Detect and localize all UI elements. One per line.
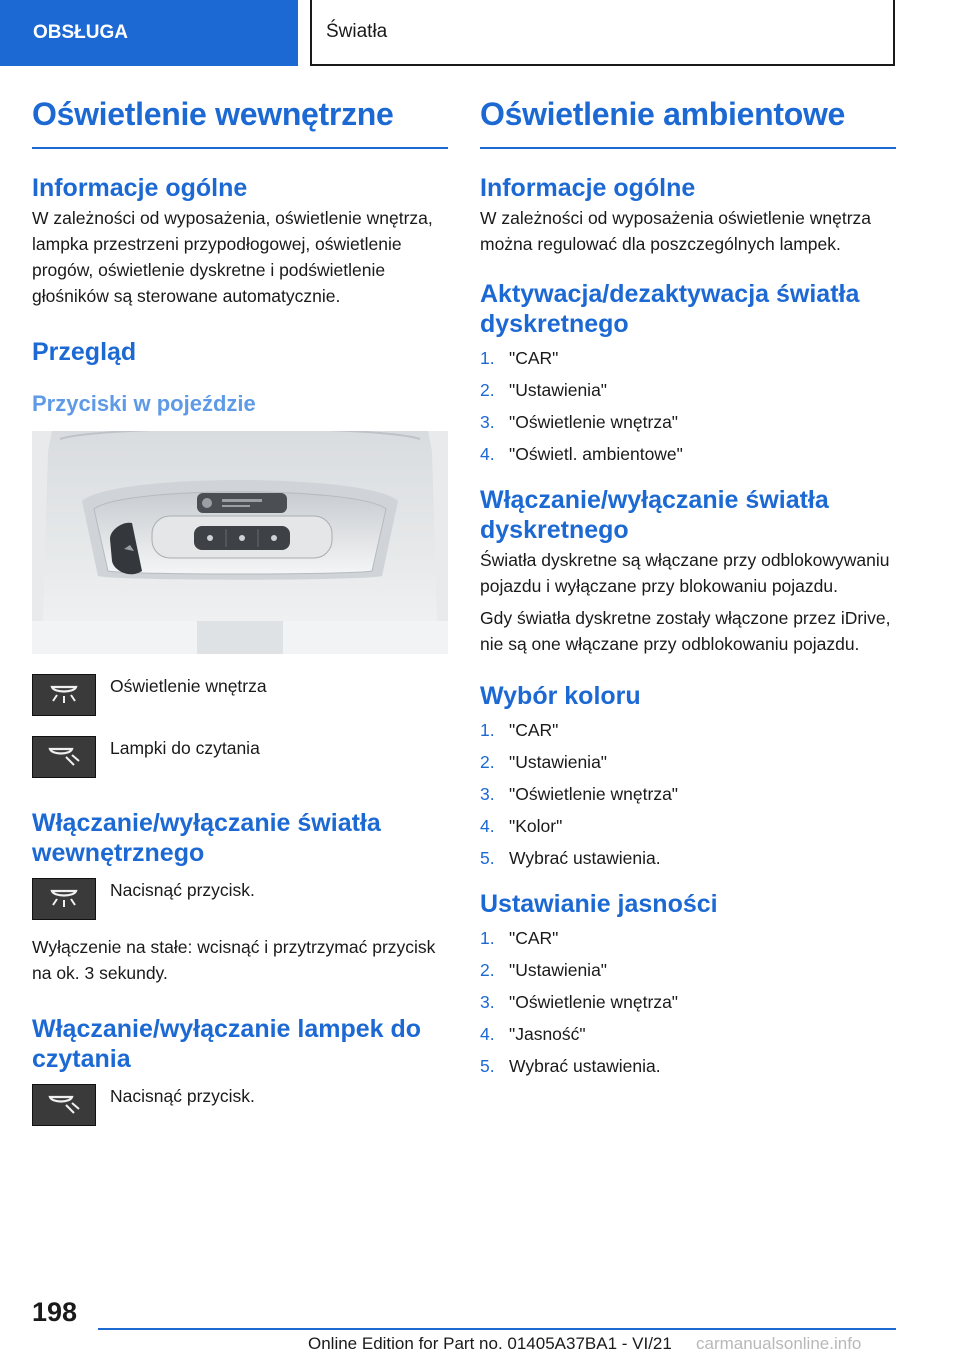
activation-steps bbox=[480, 345, 896, 467]
left-column bbox=[32, 96, 448, 1126]
list-item: 4. "Jasność" bbox=[480, 1024, 586, 1044]
heading-ambient-onoff: Włączanie/wyłączanie światła dyskretnego bbox=[480, 486, 829, 544]
heading-buttons-in-vehicle: Przyciski w pojeździe bbox=[32, 391, 256, 416]
page-number: 198 bbox=[32, 1297, 78, 1327]
button-item-interior-light bbox=[32, 674, 448, 716]
heading-color-selection: Wybór koloru bbox=[480, 682, 641, 710]
reading-light-icon bbox=[32, 1084, 96, 1126]
list-item: 1. "CAR" bbox=[480, 348, 559, 368]
list-item: 2. "Ustawienia" bbox=[480, 960, 608, 980]
ambient-idrive-text: Gdy światła dyskretne zostały włączone przez iDrive, nie są one włączane przy odblokowaniu pojazdu. bbox=[480, 608, 891, 654]
list-item: 3. "Oświetlenie wnętrza" bbox=[480, 412, 679, 432]
heading-reading-light-switch: Włączanie/wyłączanie lampek do czytania bbox=[32, 1015, 422, 1073]
heading-brightness: Ustawianie jasności bbox=[480, 890, 718, 918]
brightness-steps bbox=[480, 925, 896, 1079]
button-item-label: Oświetlenie wnętrza bbox=[110, 676, 267, 696]
color-steps bbox=[480, 717, 896, 871]
footer-divider bbox=[98, 1328, 896, 1330]
reading-light-icon bbox=[32, 736, 96, 778]
chapter-title: Światła bbox=[310, 0, 895, 66]
right-column bbox=[480, 96, 896, 1085]
heading-interior-light-switch: Włączanie/wyłączanie światła wewnętrznego bbox=[32, 809, 381, 867]
watermark: carmanualsonline.info bbox=[696, 1334, 862, 1353]
action-text: Nacisnąć przycisk. bbox=[110, 880, 255, 900]
section-title-ambient-lighting: Oświetlenie ambientowe bbox=[480, 96, 896, 149]
list-item: 2. "Ustawienia" bbox=[480, 380, 608, 400]
heading-ambient-activation: Aktywacja/dezaktywacja światła dyskretnego bbox=[480, 280, 860, 338]
list-item: 2. "Ustawienia" bbox=[480, 752, 608, 772]
action-text: Nacisnąć przycisk. bbox=[110, 1086, 255, 1106]
general-info-text: W zależności od wyposażenia, oświetlenie wnętrza, lampka przestrzeni przypodłogowej, oświetlenie progów, oświetlenie dyskretne i podświetlenie głośników są sterowane automatycznie. bbox=[32, 208, 433, 306]
list-item: 4. "Kolor" bbox=[480, 816, 563, 836]
section-title-interior-lighting: Oświetlenie wewnętrzne bbox=[32, 96, 448, 149]
list-item: 1. "CAR" bbox=[480, 720, 559, 740]
section-tab: OBSŁUGA bbox=[0, 0, 298, 66]
list-item: 3. "Oświetlenie wnętrza" bbox=[480, 784, 679, 804]
heading-general-info: Informacje ogólne bbox=[32, 174, 248, 202]
reading-light-action bbox=[32, 1084, 448, 1126]
general-info-text: W zależności od wyposażenia oświetlenie wnętrza można regulować dla poszczególnych lampek. bbox=[480, 208, 872, 254]
interior-light-action bbox=[32, 878, 448, 920]
button-item-label: Lampki do czytania bbox=[110, 738, 260, 758]
overhead-console-image bbox=[32, 431, 448, 654]
interior-light-icon bbox=[32, 674, 96, 716]
list-item: 3. "Oświetlenie wnętrza" bbox=[480, 992, 679, 1012]
heading-overview: Przegląd bbox=[32, 338, 137, 366]
list-item: 1. "CAR" bbox=[480, 928, 559, 948]
list-item: 4. "Oświetl. ambientowe" bbox=[480, 444, 683, 464]
interior-light-icon bbox=[32, 878, 96, 920]
heading-general-info: Informacje ogólne bbox=[480, 174, 696, 202]
ambient-onoff-text: Światła dyskretne są włączane przy odblokowywaniu pojazdu i wyłączane przy blokowaniu pojazdu. bbox=[480, 550, 890, 596]
page-header bbox=[0, 0, 960, 66]
list-item: 5. Wybrać ustawienia. bbox=[480, 1056, 661, 1076]
button-item-reading-light bbox=[32, 736, 448, 778]
edition-text: Online Edition for Part no. 01405A37BA1 - VI/21 bbox=[308, 1334, 672, 1353]
list-item: 5. Wybrać ustawienia. bbox=[480, 848, 661, 868]
interior-light-note: Wyłączenie na stałe: wcisnąć i przytrzymać przycisk na ok. 3 sekundy. bbox=[32, 937, 436, 983]
